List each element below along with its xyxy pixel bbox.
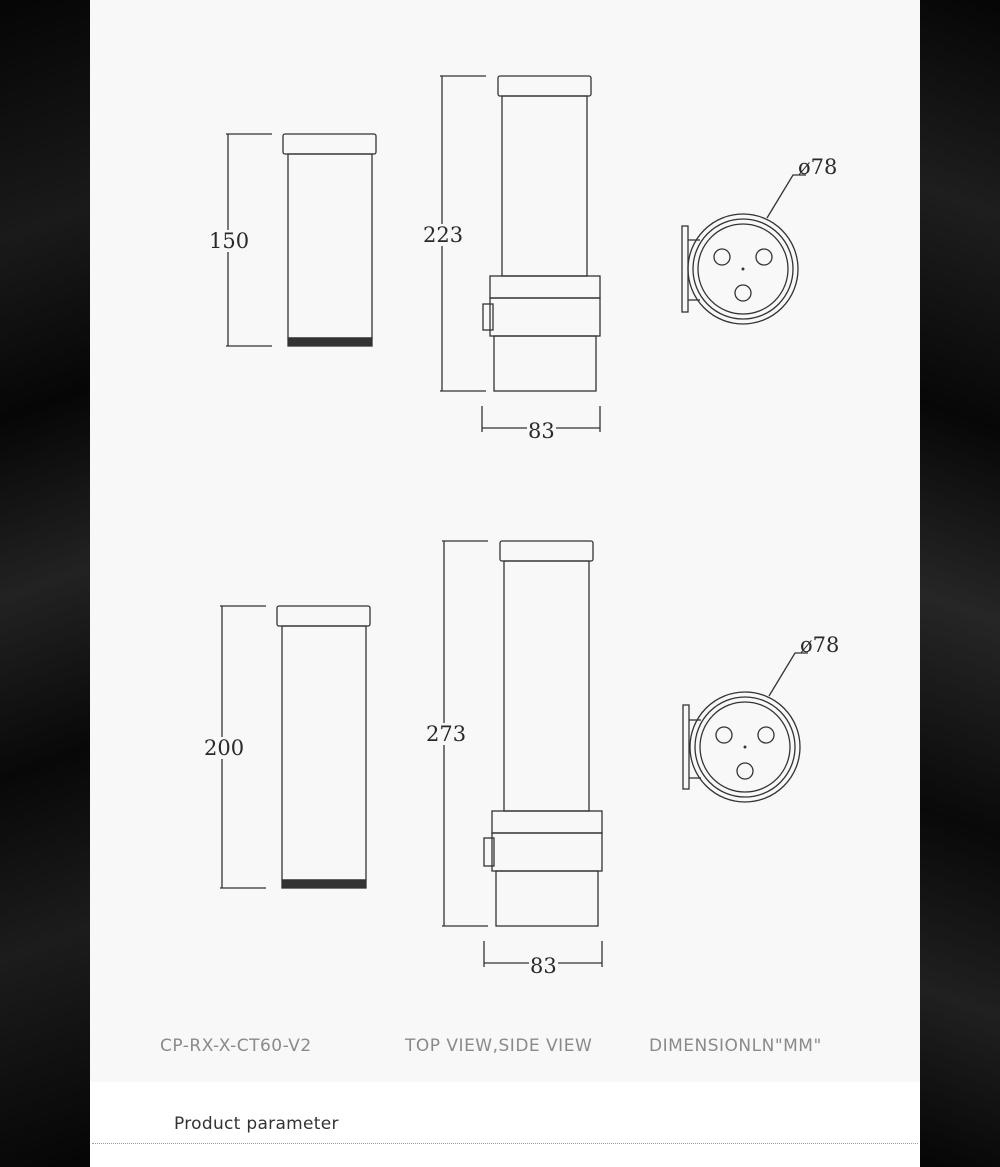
dimension-label-83-bottom: 83 <box>530 954 557 978</box>
views-caption: TOP VIEW,SIDE VIEW <box>405 1036 593 1056</box>
top-view-circle-bottom <box>683 653 808 802</box>
diameter-label-top: ø78 <box>798 155 838 179</box>
tube-150-side-view <box>283 134 376 346</box>
model-caption: CP-RX-X-CT60-V2 <box>160 1036 312 1056</box>
tube-200-side-view <box>277 606 370 888</box>
dimension-label-83-top: 83 <box>528 419 555 443</box>
section-title-product-parameter: Product parameter <box>174 1114 339 1134</box>
top-view-circle-top <box>682 175 806 324</box>
divider <box>92 1143 918 1144</box>
dimension-label-273: 273 <box>426 722 467 746</box>
dimension-label-223: 223 <box>423 223 464 247</box>
reservoir-assembly-223-side-view <box>483 76 600 391</box>
units-caption: DIMENSIONLN"MM" <box>649 1036 822 1056</box>
diameter-label-bottom: ø78 <box>800 633 840 657</box>
reservoir-assembly-273-side-view <box>484 541 602 926</box>
dimension-label-200: 200 <box>204 736 245 760</box>
dimension-label-150: 150 <box>209 229 250 253</box>
